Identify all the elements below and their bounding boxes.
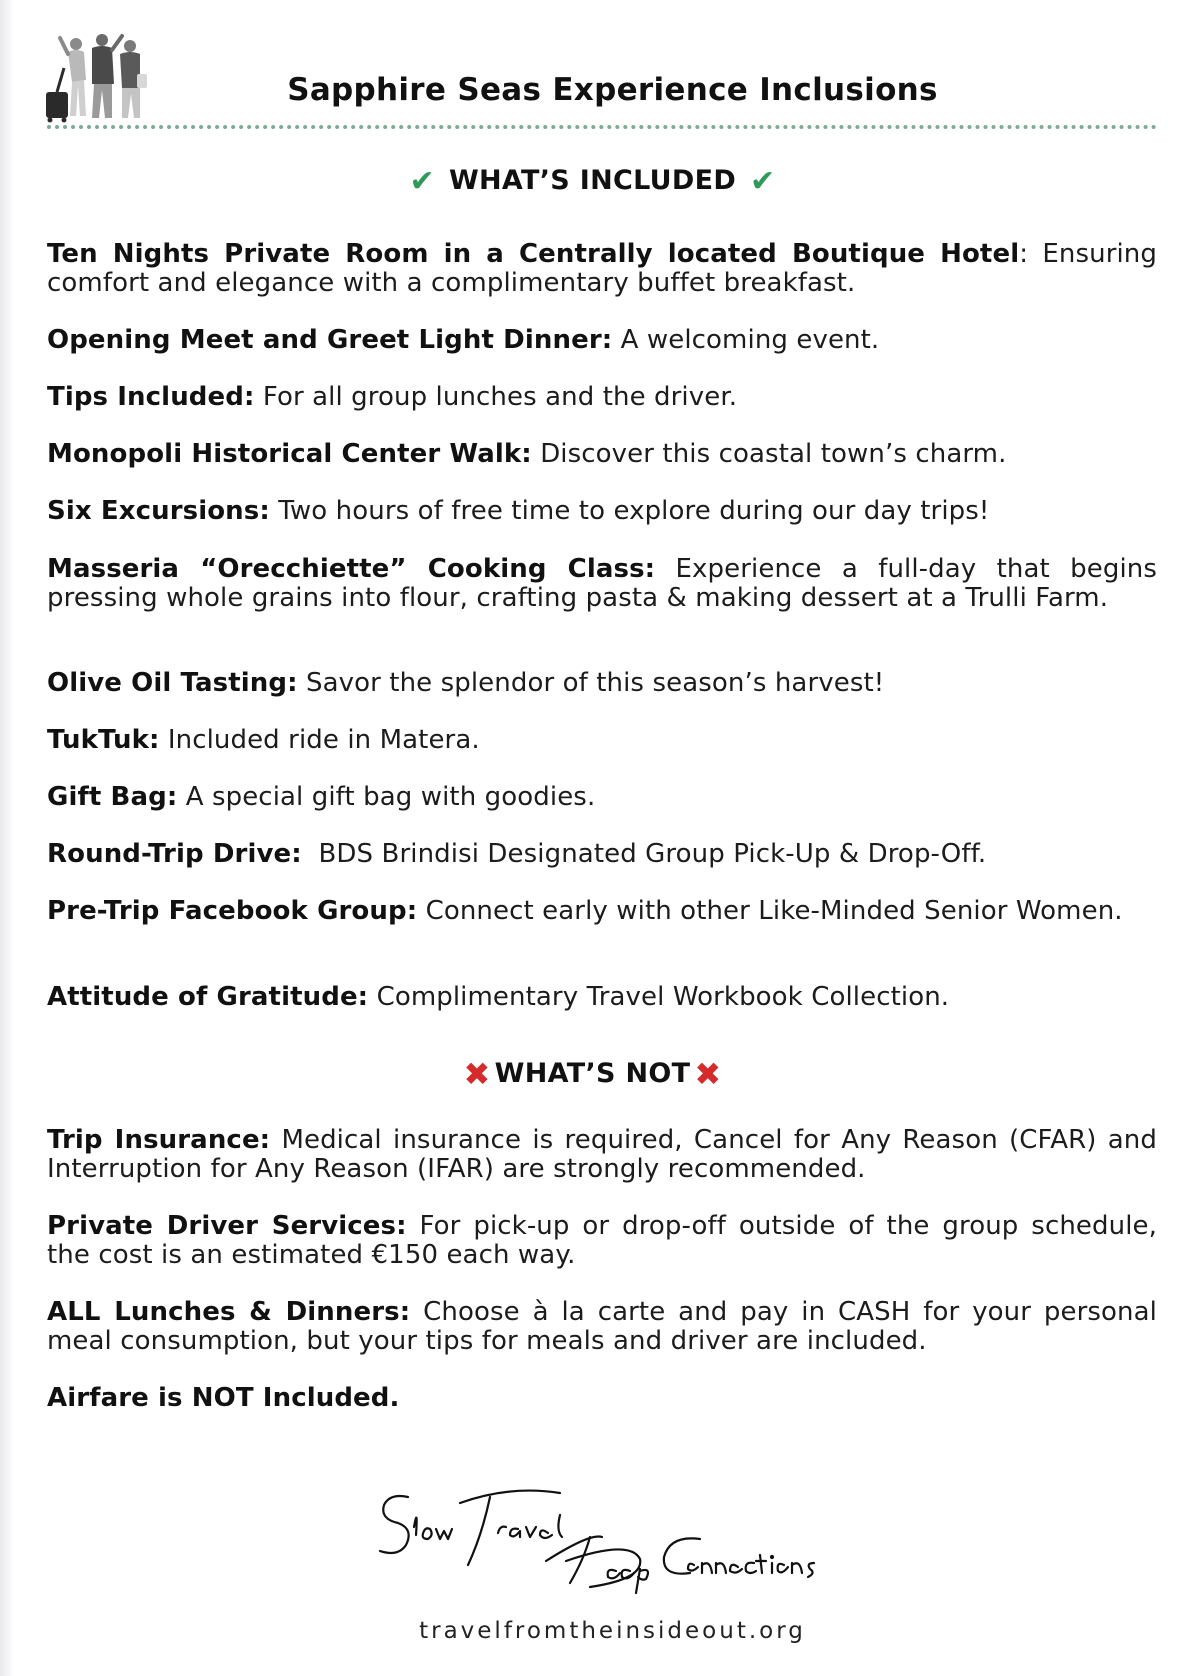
check-icon: ✔ xyxy=(750,164,776,199)
item-description: BDS Brindisi Designated Group Pick-Up & Drop-Off. xyxy=(318,839,987,869)
included-item xyxy=(47,840,1157,869)
not-included-heading-label: WHAT’S NOT xyxy=(494,1058,691,1089)
item-term: Gift Bag: xyxy=(47,782,178,812)
item-description: Included ride in Matera. xyxy=(167,725,480,755)
cross-icon: ✖ xyxy=(694,1055,722,1093)
included-item xyxy=(47,383,1157,412)
item-description: A special gift bag with goodies. xyxy=(185,782,596,812)
item-term: TukTuk: xyxy=(47,725,160,755)
item-term: Trip Insurance: xyxy=(47,1125,271,1155)
included-item xyxy=(47,555,1157,613)
included-heading-label: WHAT’S INCLUDED xyxy=(448,165,737,196)
item-term: ALL Lunches & Dinners: xyxy=(47,1297,411,1327)
included-item xyxy=(47,897,1157,926)
not-included-item xyxy=(47,1212,1157,1270)
not-included-heading xyxy=(0,1055,1185,1093)
item-description: Complimentary Travel Workbook Collection. xyxy=(376,982,950,1012)
included-item xyxy=(47,983,1157,1012)
item-description: Two hours of free time to explore during our day trips! xyxy=(278,496,990,526)
cross-icon: ✖ xyxy=(463,1055,491,1093)
item-term: Pre-Trip Facebook Group: xyxy=(47,896,418,926)
page-title: Sapphire Seas Experience Inclusions xyxy=(287,72,938,108)
item-term: Olive Oil Tasting: xyxy=(47,668,298,698)
item-term: Airfare is NOT Included. xyxy=(47,1383,400,1413)
included-item xyxy=(47,440,1157,469)
item-term: Masseria “Orecchiette” Cooking Class: xyxy=(47,554,656,584)
item-term: Private Driver Services: xyxy=(47,1211,407,1241)
not-included-item xyxy=(47,1126,1157,1184)
not-included-item xyxy=(47,1298,1157,1356)
included-item xyxy=(47,783,1157,812)
item-term: Opening Meet and Greet Light Dinner: xyxy=(47,325,613,355)
website-url: travelfromtheinsideout.org xyxy=(419,1618,806,1644)
included-item xyxy=(47,669,1157,698)
item-description: For pick-up or drop-off outside of the group schedule, the cost is an estimated €150 each way. xyxy=(47,1211,1157,1270)
signature-slow-travel-deep-connections xyxy=(370,1475,850,1595)
item-description: Ensuring comfort and elegance with a complimentary buffet breakfast. xyxy=(47,239,1157,298)
check-icon: ✔ xyxy=(409,164,435,199)
included-item: Ten Nights Private Room in a Centrally located Boutique Hotel: Ensuring comfort and elegance with a complimentary buffet breakfast. xyxy=(47,239,1157,298)
item-description: Connect early with other Like-Minded Senior Women. xyxy=(425,896,1123,926)
item-term: Attitude of Gratitude: xyxy=(47,982,369,1012)
included-item xyxy=(47,497,1157,526)
item-term: Ten Nights Private Room in a Centrally located Boutique Hotel xyxy=(47,239,1020,269)
item-description: A welcoming event. xyxy=(620,325,880,355)
item-term: Tips Included: xyxy=(47,382,255,412)
item-term: Monopoli Historical Center Walk: xyxy=(47,439,532,469)
item-description: Savor the splendor of this season’s harvest! xyxy=(305,668,885,698)
included-item xyxy=(47,326,1157,355)
not-included-item xyxy=(47,1384,1157,1413)
item-description: Discover this coastal town’s charm. xyxy=(540,439,1007,469)
item-description: Medical insurance is required, Cancel for Any Reason (CFAR) and Interruption for Any Reason (IFAR) are strongly recommended. xyxy=(47,1125,1157,1184)
item-description: For all group lunches and the driver. xyxy=(262,382,738,412)
page-edge xyxy=(0,0,14,1676)
item-description: Experience a full-day that begins pressing whole grains into flour, crafting pasta & making dessert at a Trulli Farm. xyxy=(47,554,1158,613)
item-description: Choose à la carte and pay in CASH for your personal meal consumption, but your tips for meals and driver are included. xyxy=(47,1297,1157,1356)
item-term: Round-Trip Drive: xyxy=(47,839,302,869)
item-term: Six Excursions: xyxy=(47,496,270,526)
included-heading xyxy=(0,164,1185,199)
dotted-divider xyxy=(47,125,1157,129)
included-item xyxy=(47,726,1157,755)
